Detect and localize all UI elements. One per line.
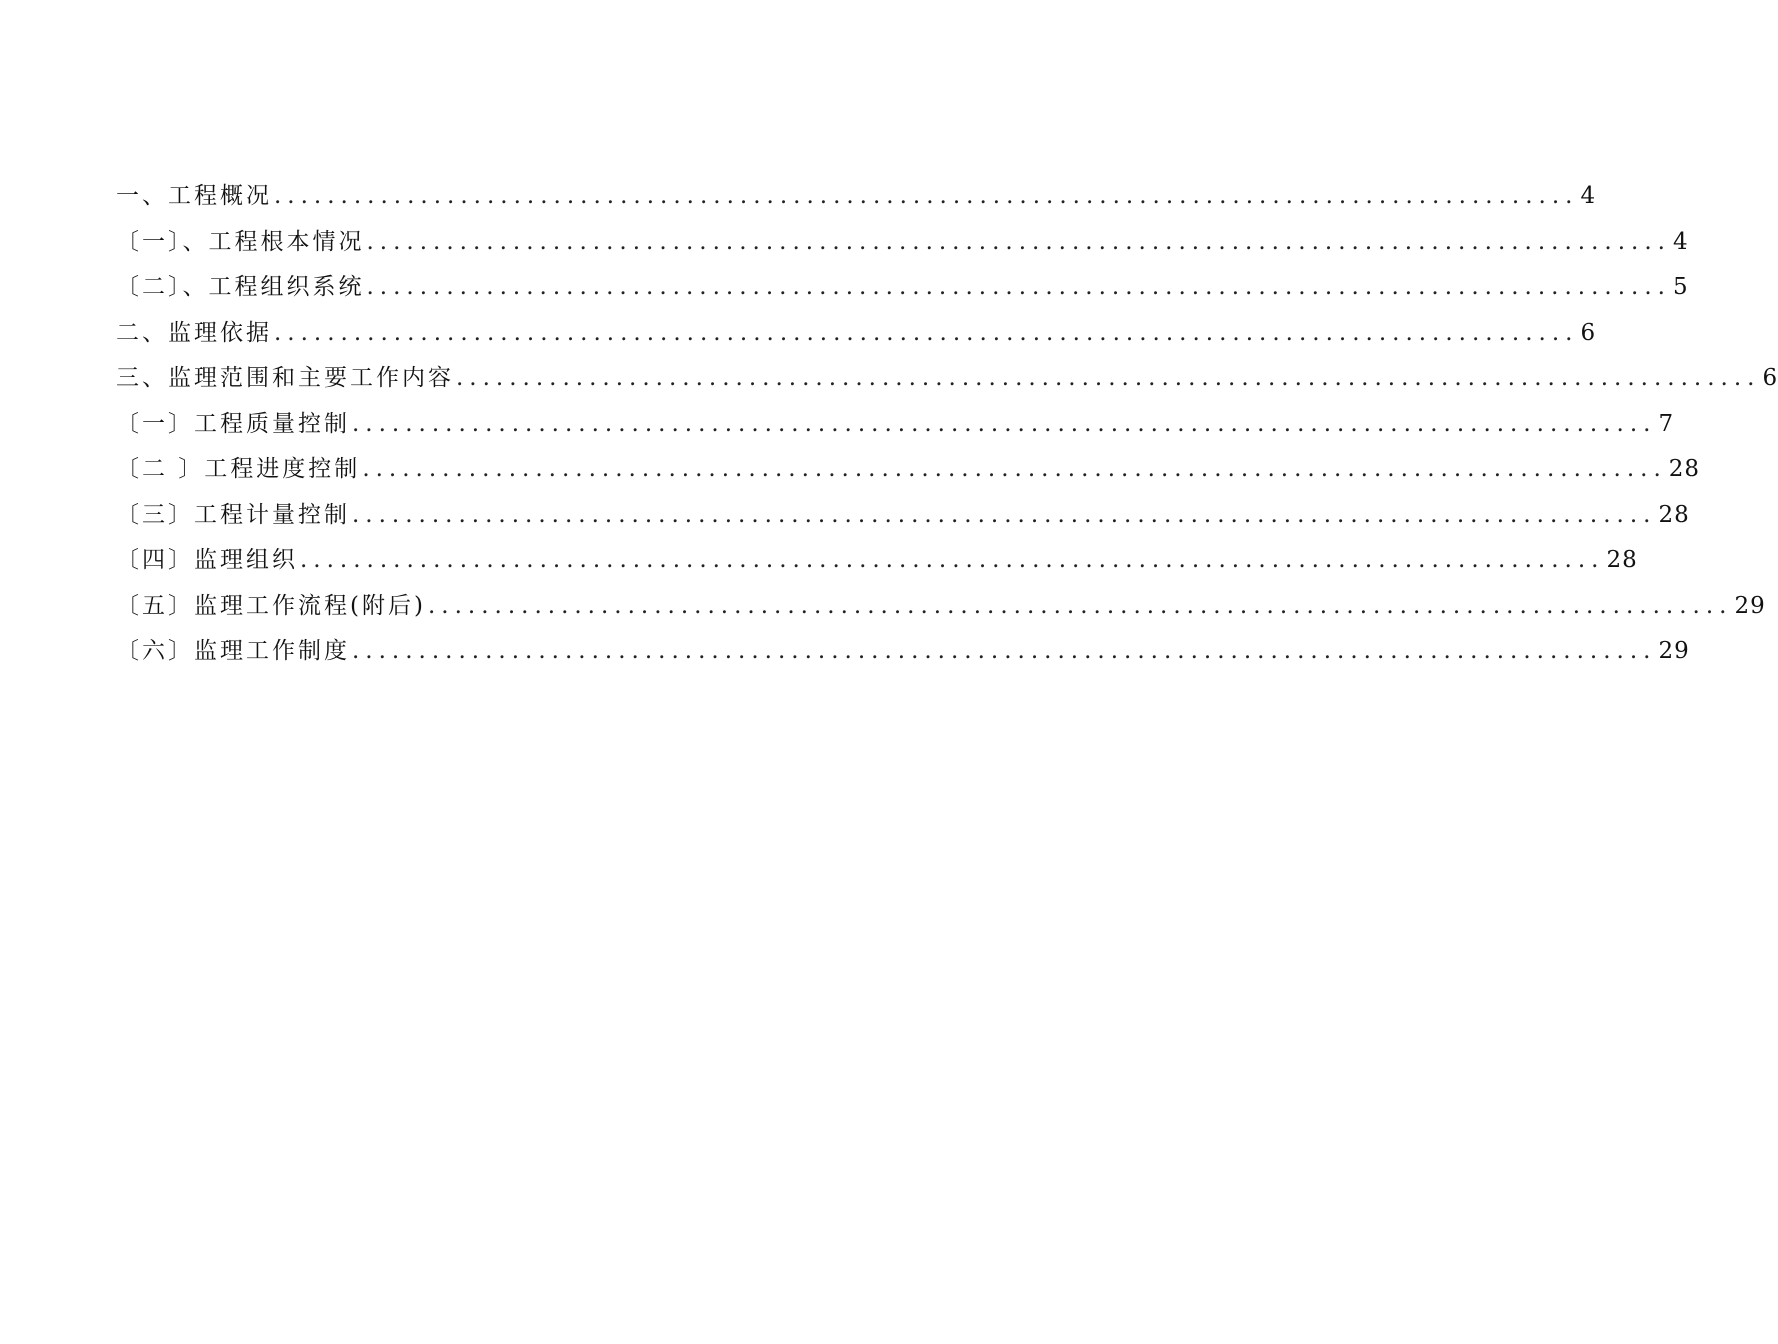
dot-leader: ..................................................................................................: [366, 274, 1671, 300]
toc-entry-4[interactable]: [116, 311, 1597, 357]
toc-entry-2[interactable]: [116, 220, 1689, 266]
toc-entry-title: 〔四〕监理组织: [116, 547, 298, 573]
toc-entry-page: 28: [1658, 501, 1690, 528]
toc-entry-title: 〔一〕工程质量控制: [116, 410, 350, 437]
dot-leader: ..................................................................................................: [456, 365, 1761, 391]
toc-entry-title: 〔六〕监理工作制度: [116, 638, 350, 664]
toc-entry-title: 二、监理依据: [116, 319, 272, 346]
toc-entry-page: 28: [1668, 456, 1701, 482]
dot-leader: ..................................................................................................: [274, 319, 1579, 346]
toc-entry-page: 7: [1658, 410, 1675, 437]
toc-entry-10[interactable]: [116, 584, 1766, 630]
toc-entry-title: 〔一〕、工程根本情况: [116, 228, 365, 255]
toc-entry-page: 6: [1762, 365, 1778, 391]
toc-entry-11[interactable]: [116, 629, 1690, 675]
toc-entry-6[interactable]: [116, 402, 1675, 448]
dot-leader: ..................................................................................................: [274, 183, 1579, 209]
toc-entry-8[interactable]: [116, 493, 1690, 539]
toc-entry-title: 〔二〕、工程组织系统: [116, 274, 365, 300]
toc-entry-5[interactable]: [116, 356, 1778, 402]
dot-leader: ..................................................................................................: [352, 501, 1657, 528]
dot-leader: ..................................................................................................: [362, 456, 1667, 482]
toc-entry-page: 29: [1734, 592, 1766, 619]
toc-entry-page: 5: [1672, 274, 1689, 300]
toc-entry-page: 29: [1658, 638, 1690, 664]
toc-entry-title: 〔二 〕工程进度控制: [116, 456, 361, 482]
toc-entry-title: 〔五〕监理工作流程(附后): [116, 592, 426, 619]
toc-entry-page: 4: [1580, 183, 1597, 209]
dot-leader: ..................................................................................................: [300, 547, 1605, 573]
toc-entry-title: 〔三〕工程计量控制: [116, 501, 350, 528]
dot-leader: ..................................................................................................: [366, 228, 1671, 255]
toc-entry-title: 三、监理范围和主要工作内容: [116, 365, 454, 391]
toc-entry-page: 6: [1580, 319, 1597, 346]
dot-leader: ..................................................................................................: [352, 638, 1657, 664]
dot-leader: ..................................................................................................: [427, 592, 1733, 619]
toc-entry-7[interactable]: [116, 447, 1701, 493]
dot-leader: ..................................................................................................: [352, 410, 1657, 437]
toc-entry-page: 28: [1606, 547, 1638, 573]
toc-entry-page: 4: [1672, 228, 1689, 255]
toc-entry-1[interactable]: [116, 174, 1597, 220]
toc-entry-3[interactable]: [116, 265, 1689, 311]
toc-entry-title: 一、工程概况: [116, 183, 272, 209]
table-of-contents: [116, 174, 1778, 675]
toc-entry-9[interactable]: [116, 538, 1638, 584]
